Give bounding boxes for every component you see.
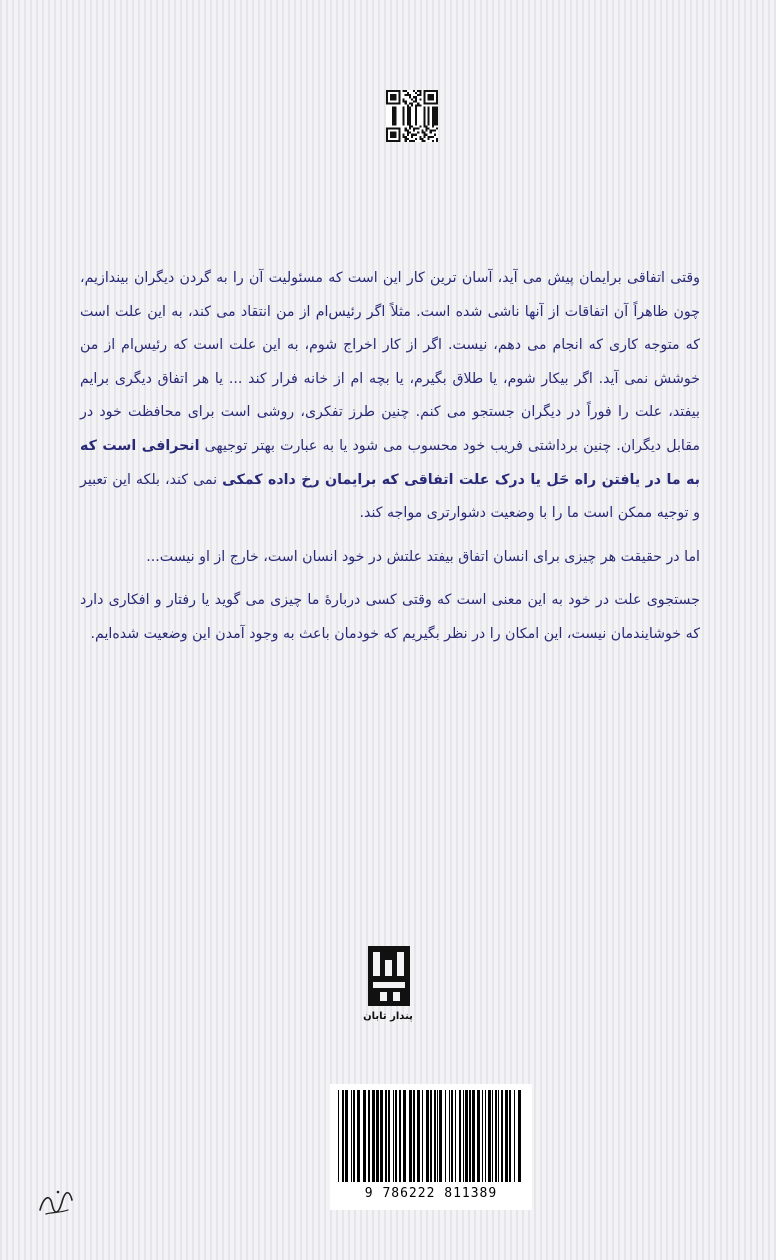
signature-icon [36,1186,76,1220]
paragraph-1 [80,262,700,531]
publisher-logo-icon [368,946,410,1006]
barcode-number: 9 786222 811389 [364,1186,498,1201]
paragraph-2: اما در حقیقت هر چیزی برای انسان اتفاق بیفتد علتش در خود انسان است، خارج از او نیست... [146,548,700,565]
back-cover-text [80,262,700,662]
paragraph-1-tail: نمی کند، بلکه این تعبیر و توجیه ممکن است ما را با وضعیت دشوارتری مواجه کند. [80,471,700,522]
paragraph-3: جستجوی علت در خود به این معنی است که وقتی کسی دربارهٔ ما چیزی می گوید یا رفتار و افکاری دارد که خوشایندمان نیست، این امکان را در نظر بگیریم که خودمان باعث به وجود آمدن این وضعیت شده‌ایم. [80,592,700,642]
paragraph-1-bold: انحرافی است که به ما در یافتن راه حَل یا درک علت اتفاقی که برایمان رخ داده کمکی [80,437,700,488]
publisher-name: پندار تابان [363,1011,413,1022]
qr-code-icon [386,90,438,142]
paragraph-1-lead: وقتی اتفاقی برایمان پیش می آید، آسان ترین کار این است که مسئولیت آن را به گردن دیگران بیندازیم، چون ظاهراً آن اتفاقات از آنها ناشی شده است. مثلاً اگر رئیس‌ام از من انتقاد می کند، به این علت است که متوجه کاری که انجام می دهم، نیست. اگر از کار اخراج شوم، به این علت است که رئیس‌ام از من خوشش نمی آید. اگر بیکار شوم، یا طلاق بگیرم، یا بچه ام از خانه فرار کند ... یا هر اتفاق دیگری برایم بیفتد، علت را فوراً در دیگران جستجو می کنم. چنین طرز تفکری، روشی است برای محافظت خود در مقابل دیگران. چنین برداشتی فریب خود محسوب می شود یا به عبارت بهتر توجیهی [80,270,700,454]
barcode-icon [330,1084,532,1210]
